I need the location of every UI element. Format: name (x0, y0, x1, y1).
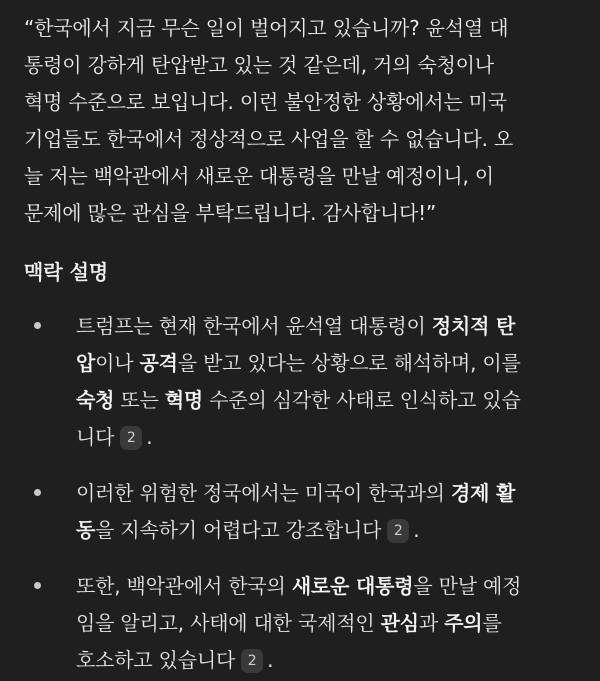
bullet-dot-icon (34, 489, 41, 496)
text-span: . (413, 518, 420, 542)
text-span: . (267, 648, 274, 672)
bullet-line (76, 642, 582, 679)
quote-line: 문제에 많은 관심을 부탁드립니다. 감사합니다!” (24, 201, 437, 225)
list-item (24, 568, 582, 679)
bold-text: 주의 (444, 611, 483, 635)
bold-text: 혁명 (164, 388, 204, 412)
section-heading: 맥락 설명 (24, 260, 109, 284)
bullet-line (76, 512, 582, 549)
bullet-text (76, 568, 582, 679)
bold-text: 숙청 (76, 388, 115, 412)
bullet-dot-icon (34, 582, 41, 589)
text-span: 을 받고 있다는 상황으로 해석하며, 이를 (177, 351, 521, 375)
bold-text: 관심 (380, 611, 419, 635)
text-span: 니다 (76, 425, 115, 449)
text-span: 또는 (114, 388, 165, 412)
bullet-line (76, 605, 582, 642)
quote-line: 늘 저는 백악관에서 새로운 대통령을 만날 예정이니, 이 (24, 164, 494, 188)
bold-text: 압 (76, 351, 96, 375)
quote-line: 혁명 수준으로 보입니다. 이런 불안정한 상황에서는 미국 (24, 90, 507, 114)
text-span: 를 (482, 611, 502, 635)
text-span: 수준의 심각한 사태로 인식하고 있습 (203, 388, 521, 412)
bullet-line (76, 475, 582, 512)
text-span: 또한, 백악관에서 한국의 (76, 574, 292, 598)
citation-badge[interactable]: 2 (387, 519, 409, 543)
bullet-text (76, 308, 582, 456)
bullet-line (76, 382, 582, 419)
bullet-line (76, 345, 582, 382)
citation-badge[interactable]: 2 (241, 649, 263, 673)
bold-text: 새로운 대통령 (291, 574, 414, 598)
text-span: 트럼프는 현재 한국에서 윤석열 대통령이 (76, 314, 432, 338)
text-span: 호소하고 있습니다 (76, 648, 236, 672)
text-span: 이러한 위험한 정국에서는 미국이 한국과의 (76, 481, 451, 505)
bold-text: 공격 (139, 351, 178, 375)
quote-line: “한국에서 지금 무슨 일이 벌어지고 있습니까? 윤석열 대 (24, 16, 509, 40)
text-span: 임을 알리고, 사태에 대한 국제적인 (76, 611, 381, 635)
citation-badge[interactable]: 2 (120, 426, 142, 450)
quote-line: 기업들도 한국에서 정상적으로 사업을 할 수 없습니다. 오 (24, 127, 514, 151)
text-span: 이나 (95, 351, 140, 375)
text-span: 을 지속하기 어렵다고 강조합니다 (95, 518, 382, 542)
bullet-line (76, 308, 582, 345)
list-item (24, 475, 582, 549)
bullet-text (76, 475, 582, 549)
text-span: 과 (418, 611, 445, 635)
bold-text: 정치적 탄 (431, 314, 516, 338)
bullet-line (76, 419, 582, 456)
bullet-line (76, 568, 582, 605)
text-span: . (146, 425, 153, 449)
text-span: 을 만날 예정 (413, 574, 522, 598)
bullet-list (24, 308, 582, 679)
quote-block (24, 10, 582, 232)
quote-line: 통령이 강하게 탄압받고 있는 것 같은데, 거의 숙청이나 (24, 53, 494, 77)
bullet-dot-icon (34, 322, 41, 329)
bold-text: 경제 활 (450, 481, 516, 505)
list-item (24, 308, 582, 456)
bold-text: 동 (76, 518, 96, 542)
